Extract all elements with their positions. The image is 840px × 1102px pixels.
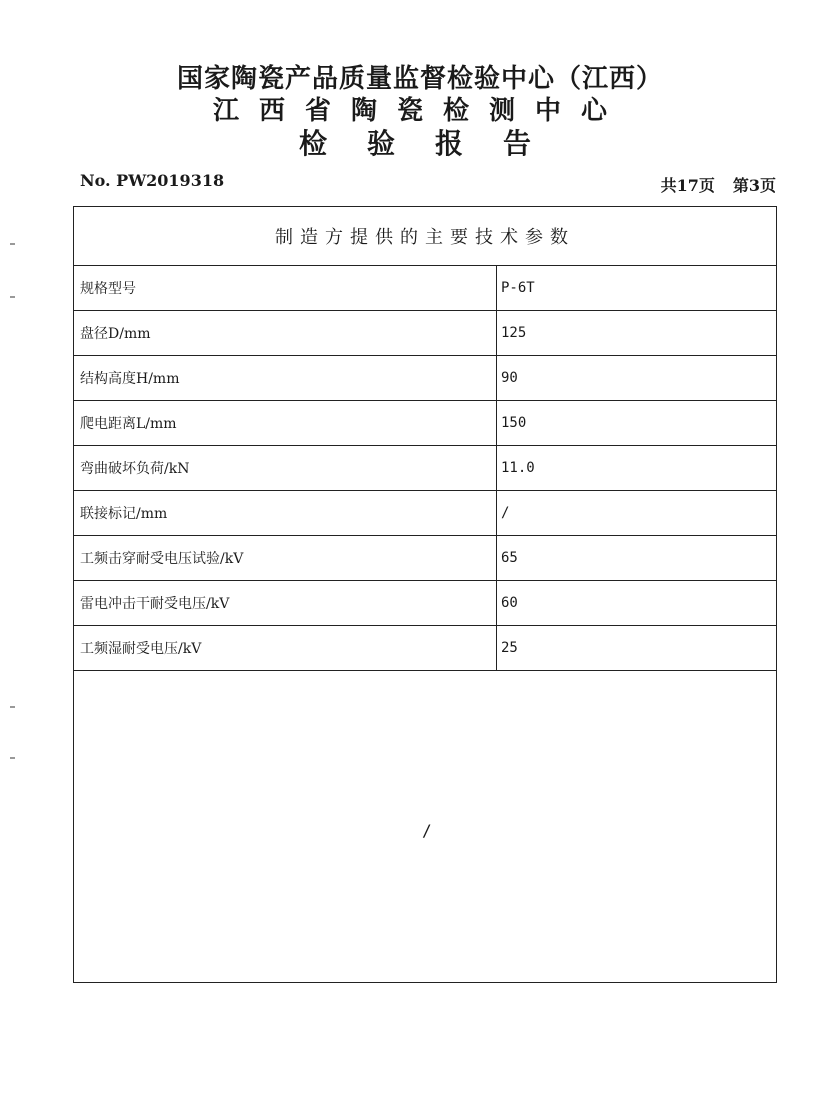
margin-mark [10,296,15,298]
param-value: 90 [501,370,518,386]
param-value: 65 [501,550,518,566]
param-label: 联接标记/mm [74,491,497,535]
param-label: 弯曲破坏负荷/kN [74,446,497,490]
param-value: 25 [501,640,518,656]
param-label: 结构高度H/mm [74,356,497,400]
table-row [74,401,776,446]
parameters-table [73,206,777,983]
table-row [74,581,776,626]
report-number: No. PW2019318 [80,171,225,190]
param-label: 工频湿耐受电压/kV [74,626,497,670]
page-total: 共17页 [660,176,715,195]
center-subtitle: 江西省陶瓷检测中心 [212,96,627,126]
margin-mark [10,706,15,708]
param-value: 150 [501,415,527,431]
param-label: 爬电距离L/mm [74,401,497,445]
center-name-title: 国家陶瓷产品质量监督检验中心（江西） [176,64,663,94]
table-header: 制造方提供的主要技术参数 [74,207,776,266]
page-info [661,173,776,196]
table-row [74,491,776,536]
table-row [74,266,776,311]
param-value: 60 [501,595,518,611]
table-row [74,446,776,491]
page-current: 第3页 [732,176,776,195]
param-label: 规格型号 [74,266,497,310]
param-label: 雷电冲击干耐受电压/kV [74,581,497,625]
param-value: 125 [501,325,527,341]
table-row [74,311,776,356]
param-label: 盘径D/mm [74,311,497,355]
blank-slash-mark: / [422,821,432,840]
table-row [74,536,776,581]
param-value: / [501,505,510,521]
table-row [74,626,776,671]
margin-mark [10,243,15,245]
param-value: P-6T [501,280,535,296]
param-label: 工频击穿耐受电压试验/kV [74,536,497,580]
blank-area [74,681,776,982]
margin-mark [10,757,15,759]
param-value: 11.0 [501,460,535,476]
table-row [74,356,776,401]
report-title: 检验报告 [298,127,571,160]
